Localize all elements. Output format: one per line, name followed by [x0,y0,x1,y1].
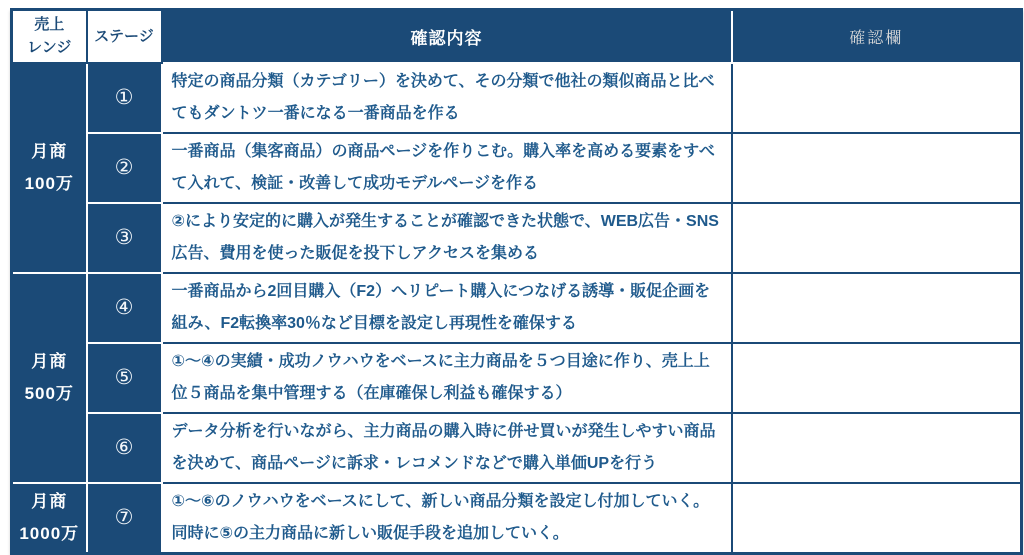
stage-cell-5: ⑤ [87,343,162,413]
sales-range-cell-500 [12,273,87,483]
sales-range-label: 月商 500万 [24,352,74,403]
header-sales-range [12,10,87,63]
content-cell-5: ①～④の実績・成功ノウハウをベースに主力商品を５つ目途に作り、売上上位５商品を集中管理する（在庫確保し利益も確保する） [162,343,732,413]
content-cell-2: 一番商品（集客商品）の商品ページを作りこむ。購入率を高める要素をすべて入れて、検証・改善して成功モデルページを作る [162,133,732,203]
stage-cell-1: ① [87,63,162,133]
check-cell-4 [732,273,1022,343]
header-content: 確認内容 [162,10,732,63]
check-cell-1 [732,63,1022,133]
table-row [12,63,1022,133]
content-cell-6: データ分析を行いながら、主力商品の購入時に併せ買いが発生しやすい商品を決めて、商品ページに訴求・レコメンドなどで購入単価UPを行う [162,413,732,483]
check-cell-5 [732,343,1022,413]
content-cell-4: 一番商品から2回目購入（F2）へリピート購入につなげる誘導・販促企画を組み、F2転換率30％など目標を設定し再現性を確保する [162,273,732,343]
table-row [12,483,1022,554]
header-stage: ステージ [87,10,162,63]
check-cell-2 [732,133,1022,203]
header-sales-range-line2: レンジ [27,39,72,57]
header-check: 確認欄 [732,10,1022,63]
stage-cell-2: ② [87,133,162,203]
page-container [10,8,1023,555]
content-cell-3: ②により安定的に購入が発生することが確認できた状態で、WEB広告・SNS広告、費用を使った販促を投下しアクセスを集める [162,203,732,273]
check-cell-3 [732,203,1022,273]
table-row [12,133,1022,203]
table-header-row [12,10,1022,63]
sales-range-cell-100 [12,63,87,273]
content-cell-1: 特定の商品分類（カテゴリー）を決めて、その分類で他社の類似商品と比べてもダントツ一番になる一番商品を作る [162,63,732,133]
content-cell-7: ①～⑥のノウハウをベースにして、新しい商品分類を設定し付加していく。同時に⑤の主力商品に新しい販促手段を追加していく。 [162,483,732,554]
sales-range-label: 月商 1000万 [19,492,80,543]
stage-cell-7: ⑦ [87,483,162,554]
table-row [12,413,1022,483]
table-row [12,343,1022,413]
check-cell-7 [732,483,1022,554]
stage-cell-4: ④ [87,273,162,343]
table-row [12,273,1022,343]
stage-cell-6: ⑥ [87,413,162,483]
stage-cell-3: ③ [87,203,162,273]
checklist-table [10,8,1023,555]
table-row [12,203,1022,273]
check-cell-6 [732,413,1022,483]
header-sales-range-line1: 売上 [34,16,65,33]
sales-range-label: 月商 100万 [24,142,74,193]
sales-range-cell-1000 [12,483,87,554]
